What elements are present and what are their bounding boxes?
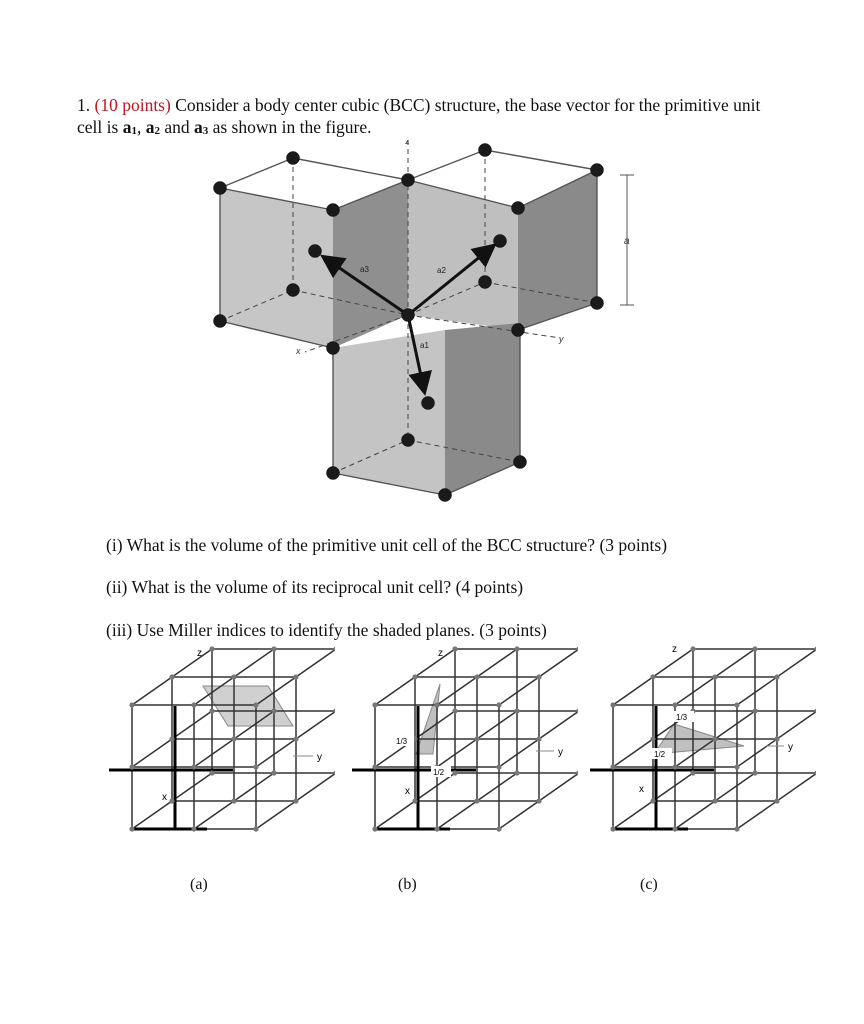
lattice-point xyxy=(293,736,298,741)
cube-figure-a xyxy=(95,644,335,859)
lattice-point xyxy=(191,764,196,769)
lattice-point xyxy=(672,764,677,769)
lattice-constant-label: a xyxy=(624,236,630,247)
lattice-point xyxy=(231,674,236,679)
lattice-point xyxy=(650,798,655,803)
lattice-point xyxy=(169,798,174,803)
lattice-point xyxy=(514,708,519,713)
lattice-point xyxy=(434,702,439,707)
lattice-point xyxy=(690,770,695,775)
cube-c-y-label: y xyxy=(788,742,793,753)
lattice-point xyxy=(231,798,236,803)
lattice-point xyxy=(169,736,174,741)
axis-x-label: x xyxy=(296,346,301,356)
lattice-point xyxy=(271,646,276,651)
lattice-point xyxy=(129,764,134,769)
lattice-point xyxy=(271,770,276,775)
bcc-structure-figure xyxy=(200,140,640,510)
lattice-point xyxy=(271,708,276,713)
lattice-point xyxy=(496,764,501,769)
question-text-part1: Consider a body center cubic (BCC) structure, the base vector for the primitive unit cell is xyxy=(77,95,761,137)
lattice-point xyxy=(672,826,677,831)
far-right-face xyxy=(518,170,597,330)
lattice-point xyxy=(690,646,695,651)
lattice-point xyxy=(734,826,739,831)
lattice-point xyxy=(496,702,501,707)
lattice-point xyxy=(536,736,541,741)
lattice-point xyxy=(774,674,779,679)
lattice-point xyxy=(536,798,541,803)
lattice-point xyxy=(129,826,134,831)
left-face xyxy=(220,188,333,348)
lattice-point xyxy=(169,674,174,679)
lattice-point xyxy=(434,826,439,831)
lattice-point xyxy=(452,646,457,651)
lattice-point xyxy=(650,674,655,679)
axis-y-label: y xyxy=(559,334,564,344)
question-header: 1. (10 points) Consider a body center cubic (BCC) structure, the base vector for the primitive unit cell is $a_1$, $a_2$ and $a_3$ as shown in the figure. xyxy=(77,95,761,137)
vector-a2-label: a2 xyxy=(437,266,446,275)
lattice-point xyxy=(191,826,196,831)
lattice-point xyxy=(209,770,214,775)
lattice-points-c xyxy=(610,646,816,831)
lattice-point xyxy=(253,702,258,707)
lattice-point xyxy=(774,736,779,741)
cube-c-frac-2: 1/2 xyxy=(654,750,666,759)
cube-b-frac-2: 1/2 xyxy=(433,768,445,777)
question-number: 1. xyxy=(77,95,91,115)
lattice-point xyxy=(734,702,739,707)
lattice-point xyxy=(412,798,417,803)
lattice-point xyxy=(650,736,655,741)
lattice-point xyxy=(774,798,779,803)
lattice-point xyxy=(372,702,377,707)
figure-label-c: (c) xyxy=(640,876,658,893)
lattice-point xyxy=(452,770,457,775)
cube-a-y-label: y xyxy=(317,752,322,763)
cube-b-z-label: z xyxy=(438,648,443,659)
cube-figure-c xyxy=(576,644,816,859)
lattice-points-a xyxy=(129,646,335,831)
and-word: and xyxy=(164,117,190,137)
lower-front-face xyxy=(333,330,445,495)
cube-a-x-label: x xyxy=(162,792,167,803)
lattice-point xyxy=(514,646,519,651)
lattice-point xyxy=(452,708,457,713)
cube-c-x-label: x xyxy=(639,784,644,795)
lattice-point xyxy=(712,798,717,803)
lattice-point xyxy=(536,674,541,679)
lattice-point xyxy=(712,736,717,741)
question-points: (10 points) xyxy=(94,95,171,115)
vector-a2: $a_2$ xyxy=(145,117,160,137)
cube-b-frac-1: 1/3 xyxy=(396,737,408,746)
vector-a3: $a_3$ xyxy=(193,117,209,137)
lattice-point xyxy=(372,764,377,769)
sub-question-i: (i) What is the volume of the primitive unit cell of the BCC structure? (3 points) xyxy=(106,535,668,555)
lattice-point xyxy=(474,798,479,803)
cube-b-y-label: y xyxy=(558,747,563,758)
cube-c-z-label: z xyxy=(672,644,677,655)
lattice-point xyxy=(231,736,236,741)
lattice-point xyxy=(752,646,757,651)
lattice-point xyxy=(253,826,258,831)
lattice-point xyxy=(610,764,615,769)
sub-question-iii: (iii) Use Miller indices to identify the shaded planes. (3 points) xyxy=(106,620,547,640)
vector-a3-label: a3 xyxy=(360,265,369,274)
shaded-plane-a xyxy=(203,686,293,726)
lattice-point xyxy=(610,826,615,831)
lattice-point xyxy=(610,702,615,707)
question-text-part2: as shown in the figure. xyxy=(212,117,372,137)
lattice-point xyxy=(514,770,519,775)
figure-label-b: (b) xyxy=(398,876,417,893)
vector-a1-label: a1 xyxy=(420,341,429,350)
lattice-point xyxy=(372,826,377,831)
lattice-point xyxy=(293,674,298,679)
cube-figure-b xyxy=(338,644,578,859)
cube-b-x-label: x xyxy=(405,786,410,797)
sub-question-ii: (ii) What is the volume of its reciprocal unit cell? (4 points) xyxy=(106,577,524,597)
lattice-point xyxy=(253,764,258,769)
lattice-point xyxy=(734,764,739,769)
lattice-point xyxy=(474,736,479,741)
cube-a-z-label: z xyxy=(197,648,202,659)
lattice-point xyxy=(293,798,298,803)
lattice-point xyxy=(496,826,501,831)
cube-c-frac-1: 1/3 xyxy=(676,713,688,722)
lattice-point xyxy=(129,702,134,707)
lattice-point xyxy=(412,674,417,679)
vector-a1: $a_1$ xyxy=(122,117,137,137)
lattice-point xyxy=(209,646,214,651)
axis-z-label: z xyxy=(405,140,410,146)
lattice-point xyxy=(191,702,196,707)
lattice-point xyxy=(712,674,717,679)
lattice-point xyxy=(474,674,479,679)
lattice-point xyxy=(672,702,677,707)
figure-label-a: (a) xyxy=(190,876,208,893)
lattice-point xyxy=(209,708,214,713)
lower-side-face xyxy=(445,323,520,495)
lattice-point xyxy=(752,770,757,775)
lattice-point xyxy=(752,708,757,713)
